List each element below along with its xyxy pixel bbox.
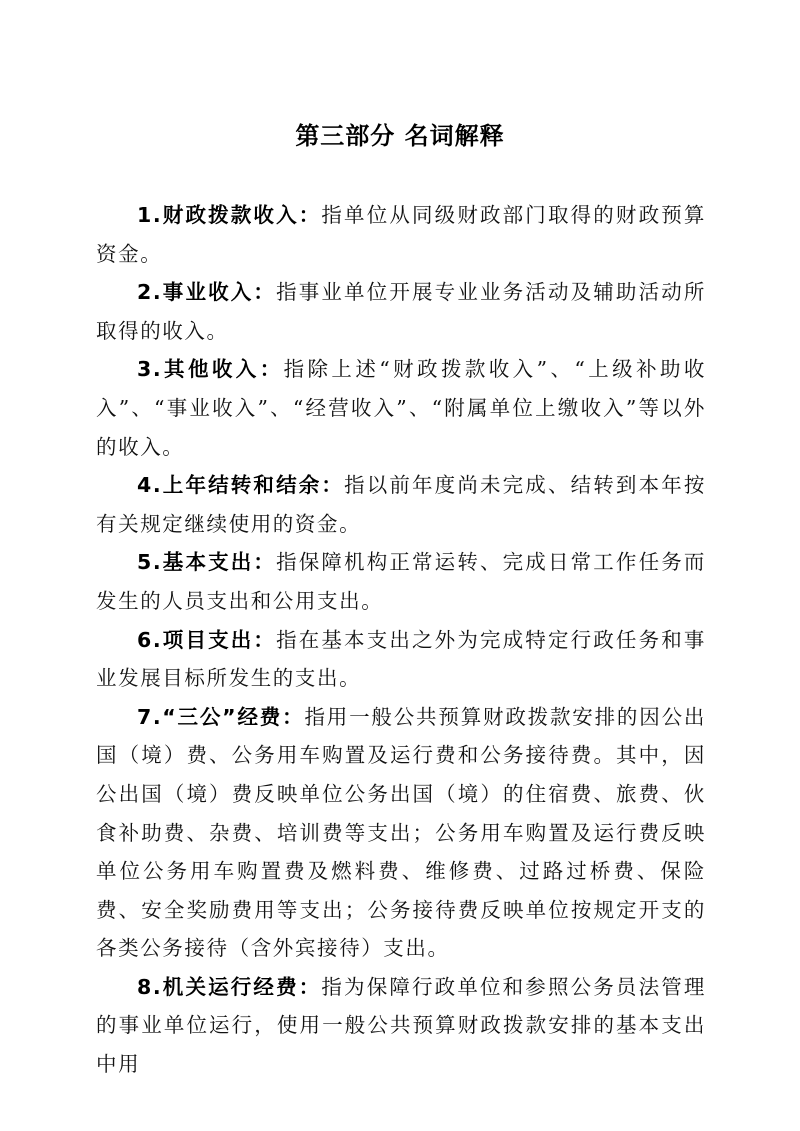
glossary-definition: 指在基本支出之外为完成特定行政任务和事业发展目标所发生的支出。 <box>96 627 706 691</box>
glossary-entry <box>96 621 706 698</box>
glossary-term: 3.其他收入： <box>137 357 284 382</box>
glossary-term: 4.上年结转和结余： <box>137 473 345 498</box>
glossary-body <box>96 196 706 1084</box>
glossary-entry <box>96 698 706 968</box>
glossary-entry <box>96 350 706 466</box>
glossary-entry <box>96 543 706 620</box>
glossary-entry <box>96 196 706 273</box>
glossary-definition: 指用一般公共预算财政拨款安排的因公出国（境）费、公务用车购置及运行费和公务接待费。其中，因公出国（境）费反映单位公务出国（境）的住宿费、旅费、伙食补助费、杂费、培训费等支出；公务用车购置及运行费反映单位公务用车购置费及燃料费、维修费、过路过桥费、保险费、安全奖励费用等支出；公务接待费反映单位按规定开支的各类公务接待（含外宾接待）支出。 <box>96 704 706 961</box>
glossary-definition: 指事业单位开展专业业务活动及辅助活动所取得的收入。 <box>96 280 706 343</box>
glossary-term: 2.事业收入： <box>137 280 277 305</box>
glossary-entry <box>96 273 706 350</box>
glossary-term: 6.项目支出： <box>137 627 277 652</box>
glossary-definition: 指以前年度尚未完成、结转到本年按有关规定继续使用的资金。 <box>96 473 706 536</box>
glossary-definition: 指除上述“财政拨款收入”、“上级补助收入”、“事业收入”、“经营收入”、“附属单位上缴收入”等以外的收入。 <box>96 357 706 459</box>
glossary-definition: 指为保障行政单位和参照公务员法管理的事业单位运行，使用一般公共预算财政拨款安排的基本支出中用 <box>96 974 707 1077</box>
glossary-term: 8.机关运行经费： <box>137 974 322 999</box>
glossary-definition: 指单位从同级财政部门取得的财政预算资金。 <box>96 203 707 266</box>
glossary-term: 1.财政拨款收入： <box>137 203 322 227</box>
glossary-term: 5.基本支出： <box>137 550 277 575</box>
page-title: 第三部分 名词解释 <box>295 122 505 150</box>
glossary-definition: 指保障机构正常运转、完成日常工作任务而发生的人员支出和公用支出。 <box>96 550 706 613</box>
glossary-entry <box>96 968 706 1084</box>
glossary-term: 7.“三公”经费： <box>137 704 305 729</box>
glossary-entry <box>96 466 706 543</box>
